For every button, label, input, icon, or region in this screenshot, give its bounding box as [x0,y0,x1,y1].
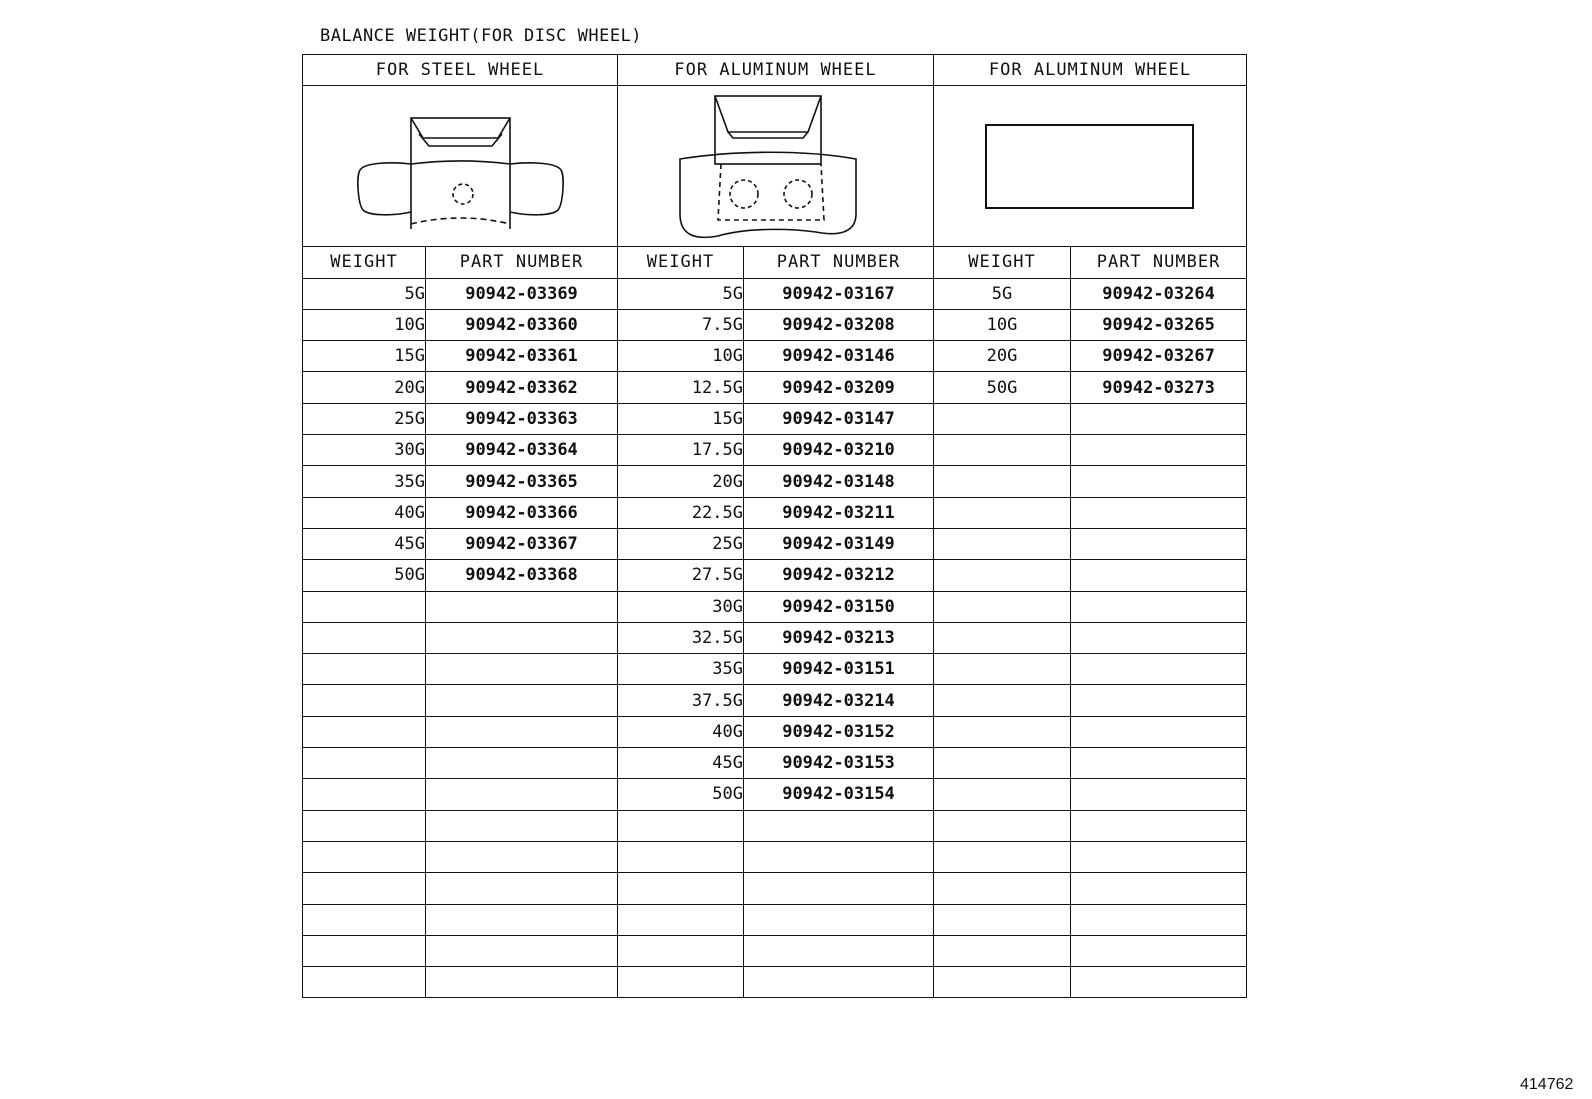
table-row [303,967,1247,998]
table-row [303,435,1247,466]
table-row [303,466,1247,497]
weight-cell: 5G [934,278,1071,309]
part-number-cell: 90942-03214 [744,685,934,716]
part-number-cell [426,967,618,998]
weight-cell [618,810,744,841]
weight-cell [303,904,426,935]
weight-cell [934,591,1071,622]
steel-wheel-weight-illustration [353,104,568,229]
part-number-cell [1071,716,1247,747]
weight-cell [934,748,1071,779]
part-number-cell: 90942-03167 [744,278,934,309]
weight-cell [934,403,1071,434]
weight-cell [303,967,426,998]
part-number-cell [1071,841,1247,872]
part-number-cell: 90942-03148 [744,466,934,497]
part-number-cell [1071,748,1247,779]
weight-cell [618,904,744,935]
part-number-cell: 90942-03264 [1071,278,1247,309]
weight-cell [934,935,1071,966]
part-number-cell [426,810,618,841]
table-row [303,403,1247,434]
weight-cell [618,935,744,966]
weight-cell: 12.5G [618,372,744,403]
weight-cell [934,435,1071,466]
table-row [303,810,1247,841]
weight-cell [934,528,1071,559]
part-number-cell [1071,622,1247,653]
part-number-cell [1071,810,1247,841]
table-row [303,748,1247,779]
weight-cell: 10G [934,309,1071,340]
weight-cell: 45G [303,528,426,559]
part-number-cell [1071,873,1247,904]
part-number-cell: 90942-03150 [744,591,934,622]
weight-cell [303,873,426,904]
weight-cell: 35G [303,466,426,497]
weight-cell: 20G [618,466,744,497]
part-number-cell: 90942-03367 [426,528,618,559]
part-number-cell: 90942-03146 [744,341,934,372]
part-number-cell [1071,779,1247,810]
part-number-cell: 90942-03151 [744,654,934,685]
table-row [303,560,1247,591]
part-number-cell [426,591,618,622]
part-number-cell [1071,435,1247,466]
weight-cell [934,654,1071,685]
part-number-cell [426,904,618,935]
weight-cell [934,622,1071,653]
weight-cell [303,935,426,966]
part-number-cell [1071,403,1247,434]
weight-cell: 27.5G [618,560,744,591]
part-number-cell [1071,685,1247,716]
table-row [303,654,1247,685]
part-number-cell [426,685,618,716]
table-row [303,278,1247,309]
aluminum-wheel-weight-illustration [676,86,876,246]
weight-cell [934,560,1071,591]
part-number-cell [1071,935,1247,966]
part-number-cell [426,779,618,810]
part-number-cell: 90942-03273 [1071,372,1247,403]
part-number-cell: 90942-03209 [744,372,934,403]
part-number-cell [1071,560,1247,591]
table-row [303,341,1247,372]
weight-cell: 20G [303,372,426,403]
part-number-cell: 90942-03365 [426,466,618,497]
table-row [303,841,1247,872]
table-row [303,591,1247,622]
table-row [303,904,1247,935]
part-number-cell [426,841,618,872]
weight-cell: 22.5G [618,497,744,528]
column-header-part-aluminum-clip: PART NUMBER [744,247,934,278]
weight-cell: 37.5G [618,685,744,716]
weight-cell: 17.5G [618,435,744,466]
column-header-weight-steel: WEIGHT [303,247,426,278]
part-number-cell: 90942-03265 [1071,309,1247,340]
weight-cell [934,779,1071,810]
adhesive-weight-illustration [983,119,1198,214]
weight-cell: 40G [618,716,744,747]
weight-cell [934,466,1071,497]
weight-cell [934,904,1071,935]
table-row [303,497,1247,528]
weight-cell [618,873,744,904]
weight-cell [934,810,1071,841]
part-number-cell: 90942-03360 [426,309,618,340]
part-number-cell: 90942-03368 [426,560,618,591]
part-number-cell [426,748,618,779]
weight-cell: 25G [303,403,426,434]
weight-cell: 50G [934,372,1071,403]
weight-cell: 10G [618,341,744,372]
weight-cell [934,873,1071,904]
weight-cell: 40G [303,497,426,528]
weight-cell [934,497,1071,528]
part-number-cell: 90942-03361 [426,341,618,372]
weight-cell: 10G [303,309,426,340]
table-row [303,716,1247,747]
weight-cell [618,841,744,872]
table-row [303,309,1247,340]
part-number-cell: 90942-03154 [744,779,934,810]
weight-cell: 5G [618,278,744,309]
part-number-cell: 90942-03152 [744,716,934,747]
part-number-cell [1071,466,1247,497]
column-header-part-adhesive: PART NUMBER [1071,247,1247,278]
table-row [303,685,1247,716]
part-number-cell [426,935,618,966]
section-header-aluminum-adhesive: FOR ALUMINUM WHEEL [934,55,1247,86]
weight-cell: 30G [303,435,426,466]
illustration-cell-adhesive [934,86,1247,247]
part-number-cell: 90942-03147 [744,403,934,434]
column-header-weight-adhesive: WEIGHT [934,247,1071,278]
weight-cell [934,841,1071,872]
page-title: BALANCE WEIGHT(FOR DISC WHEEL) [320,26,643,46]
part-number-cell [1071,528,1247,559]
weight-cell [303,685,426,716]
table-row [303,528,1247,559]
part-number-cell [426,716,618,747]
weight-cell [303,779,426,810]
weight-cell: 5G [303,278,426,309]
weight-cell [303,810,426,841]
weight-cell [303,622,426,653]
part-number-cell: 90942-03363 [426,403,618,434]
part-number-cell [1071,904,1247,935]
part-number-cell [744,935,934,966]
weight-cell [303,591,426,622]
table-row [303,935,1247,966]
weight-cell: 20G [934,341,1071,372]
part-number-cell [426,622,618,653]
part-number-cell [744,810,934,841]
table-row [303,622,1247,653]
weight-cell [303,841,426,872]
part-number-cell [744,904,934,935]
figure-number: 414762 [1520,1076,1574,1093]
part-number-cell: 90942-03369 [426,278,618,309]
table-row [303,873,1247,904]
part-number-cell [744,873,934,904]
weight-cell: 45G [618,748,744,779]
part-number-cell: 90942-03149 [744,528,934,559]
part-number-cell [744,841,934,872]
part-number-cell: 90942-03153 [744,748,934,779]
weight-cell: 15G [618,403,744,434]
weight-cell [303,748,426,779]
weight-cell: 15G [303,341,426,372]
section-header-steel: FOR STEEL WHEEL [303,55,618,86]
illustration-cell-aluminum-clip [618,86,934,247]
weight-cell: 35G [618,654,744,685]
weight-cell: 50G [618,779,744,810]
column-header-weight-aluminum-clip: WEIGHT [618,247,744,278]
part-number-cell: 90942-03267 [1071,341,1247,372]
part-number-cell: 90942-03366 [426,497,618,528]
table-row [303,779,1247,810]
part-number-cell [744,967,934,998]
part-number-cell: 90942-03213 [744,622,934,653]
column-header-part-steel: PART NUMBER [426,247,618,278]
section-header-aluminum-clip: FOR ALUMINUM WHEEL [618,55,934,86]
part-number-cell [1071,591,1247,622]
parts-table [302,54,1247,998]
weight-cell [934,967,1071,998]
illustration-cell-steel [303,86,618,247]
weight-cell [618,967,744,998]
weight-cell [303,716,426,747]
part-number-cell [1071,497,1247,528]
part-number-cell: 90942-03362 [426,372,618,403]
weight-cell [303,654,426,685]
part-number-cell [426,873,618,904]
part-number-cell [1071,654,1247,685]
part-number-cell: 90942-03364 [426,435,618,466]
part-number-cell: 90942-03211 [744,497,934,528]
table-row [303,372,1247,403]
weight-cell: 25G [618,528,744,559]
part-number-cell: 90942-03212 [744,560,934,591]
weight-cell [934,685,1071,716]
weight-cell: 30G [618,591,744,622]
part-number-cell [426,654,618,685]
weight-cell: 32.5G [618,622,744,653]
part-number-cell: 90942-03208 [744,309,934,340]
part-number-cell [1071,967,1247,998]
weight-cell: 50G [303,560,426,591]
weight-cell: 7.5G [618,309,744,340]
weight-cell [934,716,1071,747]
part-number-cell: 90942-03210 [744,435,934,466]
